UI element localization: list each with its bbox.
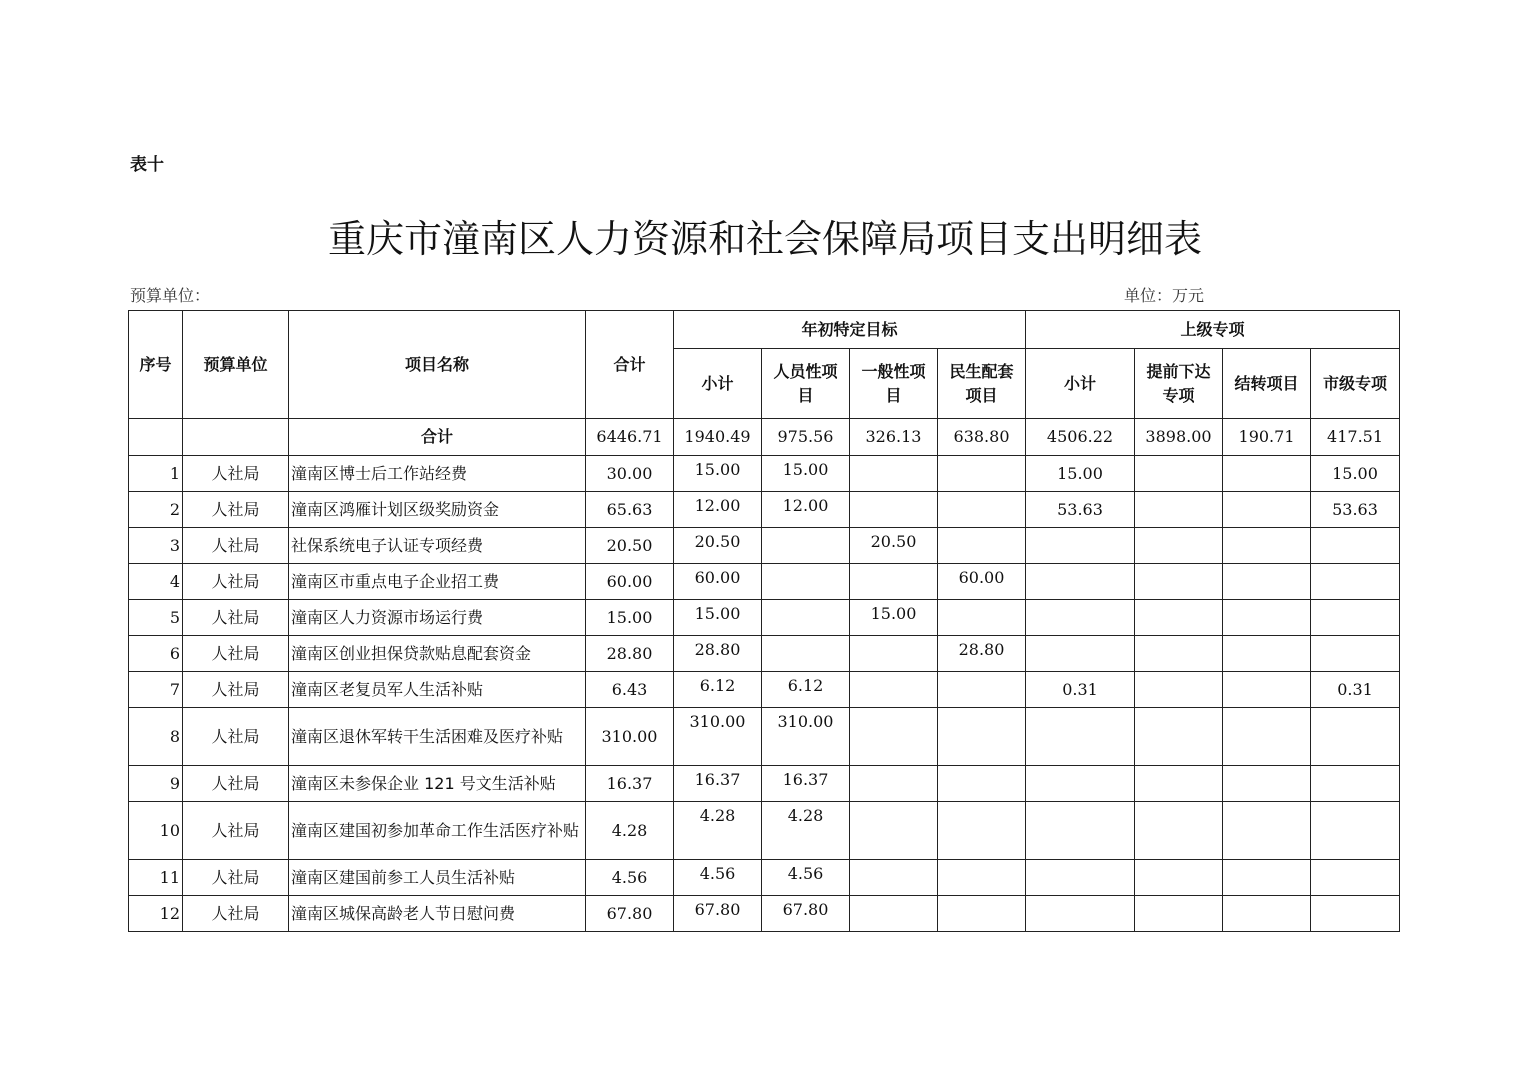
row-city: 53.63	[1311, 492, 1400, 528]
row-advance	[1135, 672, 1223, 708]
row-livelihood	[938, 802, 1026, 860]
row-project-name: 潼南区未参保企业 121 号文生活补贴	[289, 766, 586, 802]
row-unit: 人社局	[183, 672, 289, 708]
row-general	[850, 896, 938, 932]
row-livelihood	[938, 860, 1026, 896]
row-city	[1311, 766, 1400, 802]
row-superior-subtotal	[1026, 600, 1135, 636]
unit-label: 单位：万元	[1124, 286, 1205, 305]
row-general	[850, 860, 938, 896]
row-carryover	[1223, 492, 1311, 528]
row-city	[1311, 708, 1400, 766]
row-carryover	[1223, 636, 1311, 672]
row-initial-subtotal: 6.12	[674, 672, 762, 708]
row-general	[850, 564, 938, 600]
row-superior-subtotal: 0.31	[1026, 672, 1135, 708]
row-personnel	[762, 528, 850, 564]
row-unit: 人社局	[183, 564, 289, 600]
row-unit: 人社局	[183, 896, 289, 932]
row-initial-subtotal: 310.00	[674, 708, 762, 766]
total-cell-livelihood: 638.80	[938, 419, 1026, 456]
row-total: 4.28	[586, 802, 674, 860]
table-row	[129, 896, 1400, 932]
row-advance	[1135, 896, 1223, 932]
row-total: 6.43	[586, 672, 674, 708]
row-city: 0.31	[1311, 672, 1400, 708]
total-cell-city: 417.51	[1311, 419, 1400, 456]
row-unit: 人社局	[183, 708, 289, 766]
row-advance	[1135, 708, 1223, 766]
table-row	[129, 564, 1400, 600]
row-unit: 人社局	[183, 636, 289, 672]
row-personnel	[762, 564, 850, 600]
row-project-name: 潼南区鸿雁计划区级奖励资金	[289, 492, 586, 528]
row-index: 5	[129, 600, 183, 636]
total-cell-personnel: 975.56	[762, 419, 850, 456]
row-index: 9	[129, 766, 183, 802]
row-total: 16.37	[586, 766, 674, 802]
row-superior-subtotal	[1026, 802, 1135, 860]
row-project-name: 潼南区建国初参加革命工作生活医疗补贴	[289, 802, 586, 860]
row-city	[1311, 636, 1400, 672]
table-row	[129, 860, 1400, 896]
row-city	[1311, 528, 1400, 564]
budget-table	[128, 310, 1400, 932]
row-livelihood	[938, 708, 1026, 766]
header-personnel: 人员性项目	[762, 349, 850, 419]
row-superior-subtotal: 15.00	[1026, 456, 1135, 492]
table-row	[129, 802, 1400, 860]
row-general	[850, 492, 938, 528]
total-row	[129, 419, 1400, 456]
row-general: 15.00	[850, 600, 938, 636]
row-total: 28.80	[586, 636, 674, 672]
header-index: 序号	[129, 311, 183, 419]
row-initial-subtotal: 16.37	[674, 766, 762, 802]
row-advance	[1135, 766, 1223, 802]
row-personnel: 4.28	[762, 802, 850, 860]
row-personnel: 16.37	[762, 766, 850, 802]
total-cell-advance: 3898.00	[1135, 419, 1223, 456]
row-carryover	[1223, 456, 1311, 492]
row-advance	[1135, 492, 1223, 528]
row-superior-subtotal	[1026, 708, 1135, 766]
table-row	[129, 528, 1400, 564]
row-personnel: 15.00	[762, 456, 850, 492]
row-personnel: 310.00	[762, 708, 850, 766]
row-superior-subtotal	[1026, 528, 1135, 564]
row-advance	[1135, 860, 1223, 896]
row-general: 20.50	[850, 528, 938, 564]
table-row	[129, 456, 1400, 492]
total-cell-unit	[183, 419, 289, 456]
row-total: 60.00	[586, 564, 674, 600]
row-unit: 人社局	[183, 456, 289, 492]
row-advance	[1135, 456, 1223, 492]
row-carryover	[1223, 564, 1311, 600]
row-index: 10	[129, 802, 183, 860]
row-index: 8	[129, 708, 183, 766]
total-cell-initial-subtotal: 1940.49	[674, 419, 762, 456]
row-livelihood: 60.00	[938, 564, 1026, 600]
row-livelihood	[938, 896, 1026, 932]
row-initial-subtotal: 67.80	[674, 896, 762, 932]
row-general	[850, 456, 938, 492]
row-general	[850, 766, 938, 802]
table-row	[129, 708, 1400, 766]
row-index: 1	[129, 456, 183, 492]
row-superior-subtotal	[1026, 636, 1135, 672]
row-superior-subtotal	[1026, 896, 1135, 932]
row-livelihood: 28.80	[938, 636, 1026, 672]
header-livelihood: 民生配套项目	[938, 349, 1026, 419]
table-label: 表十	[130, 155, 164, 175]
row-initial-subtotal: 15.00	[674, 600, 762, 636]
row-advance	[1135, 528, 1223, 564]
header-total: 合计	[586, 311, 674, 419]
row-total: 15.00	[586, 600, 674, 636]
row-unit: 人社局	[183, 766, 289, 802]
row-livelihood	[938, 528, 1026, 564]
header-group-superior: 上级专项	[1026, 311, 1400, 349]
row-project-name: 潼南区建国前参工人员生活补贴	[289, 860, 586, 896]
header-superior-subtotal: 小计	[1026, 349, 1135, 419]
row-carryover	[1223, 672, 1311, 708]
row-project-name: 潼南区退休军转干生活困难及医疗补贴	[289, 708, 586, 766]
row-general	[850, 708, 938, 766]
row-total: 65.63	[586, 492, 674, 528]
row-livelihood	[938, 600, 1026, 636]
row-project-name: 社保系统电子认证专项经费	[289, 528, 586, 564]
row-total: 30.00	[586, 456, 674, 492]
row-personnel: 4.56	[762, 860, 850, 896]
row-unit: 人社局	[183, 600, 289, 636]
row-project-name: 潼南区城保高龄老人节日慰问费	[289, 896, 586, 932]
total-cell-total: 6446.71	[586, 419, 674, 456]
row-superior-subtotal	[1026, 766, 1135, 802]
row-livelihood	[938, 492, 1026, 528]
header-initial-subtotal: 小计	[674, 349, 762, 419]
row-advance	[1135, 636, 1223, 672]
row-carryover	[1223, 802, 1311, 860]
row-personnel: 12.00	[762, 492, 850, 528]
row-personnel: 67.80	[762, 896, 850, 932]
header-unit: 预算单位	[183, 311, 289, 419]
budget-unit-label: 预算单位：	[130, 286, 211, 305]
row-livelihood	[938, 672, 1026, 708]
row-unit: 人社局	[183, 528, 289, 564]
row-personnel	[762, 600, 850, 636]
row-project-name: 潼南区市重点电子企业招工费	[289, 564, 586, 600]
row-unit: 人社局	[183, 802, 289, 860]
row-initial-subtotal: 4.28	[674, 802, 762, 860]
row-city	[1311, 564, 1400, 600]
row-index: 6	[129, 636, 183, 672]
table-row	[129, 766, 1400, 802]
row-advance	[1135, 564, 1223, 600]
header-project: 项目名称	[289, 311, 586, 419]
total-label: 合计	[289, 419, 586, 456]
row-index: 11	[129, 860, 183, 896]
row-index: 4	[129, 564, 183, 600]
row-carryover	[1223, 766, 1311, 802]
total-cell-carryover: 190.71	[1223, 419, 1311, 456]
page-title: 重庆市潼南区人力资源和社会保障局项目支出明细表	[327, 217, 1202, 261]
row-index: 2	[129, 492, 183, 528]
table-row	[129, 636, 1400, 672]
row-city	[1311, 860, 1400, 896]
row-project-name: 潼南区老复员军人生活补贴	[289, 672, 586, 708]
row-city	[1311, 802, 1400, 860]
row-livelihood	[938, 456, 1026, 492]
row-carryover	[1223, 708, 1311, 766]
row-initial-subtotal: 20.50	[674, 528, 762, 564]
row-initial-subtotal: 12.00	[674, 492, 762, 528]
row-advance	[1135, 802, 1223, 860]
row-project-name: 潼南区博士后工作站经费	[289, 456, 586, 492]
row-total: 4.56	[586, 860, 674, 896]
row-superior-subtotal: 53.63	[1026, 492, 1135, 528]
row-initial-subtotal: 60.00	[674, 564, 762, 600]
row-city	[1311, 600, 1400, 636]
row-superior-subtotal	[1026, 860, 1135, 896]
row-carryover	[1223, 860, 1311, 896]
row-superior-subtotal	[1026, 564, 1135, 600]
table-row	[129, 492, 1400, 528]
row-total: 20.50	[586, 528, 674, 564]
total-cell-index	[129, 419, 183, 456]
row-index: 12	[129, 896, 183, 932]
header-general: 一般性项目	[850, 349, 938, 419]
row-personnel	[762, 636, 850, 672]
row-initial-subtotal: 28.80	[674, 636, 762, 672]
row-index: 3	[129, 528, 183, 564]
row-general	[850, 802, 938, 860]
row-project-name: 潼南区创业担保贷款贴息配套资金	[289, 636, 586, 672]
row-unit: 人社局	[183, 492, 289, 528]
row-carryover	[1223, 600, 1311, 636]
row-project-name: 潼南区人力资源市场运行费	[289, 600, 586, 636]
total-cell-superior-subtotal: 4506.22	[1026, 419, 1135, 456]
row-carryover	[1223, 528, 1311, 564]
header-carryover: 结转项目	[1223, 349, 1311, 419]
table-row	[129, 600, 1400, 636]
row-city: 15.00	[1311, 456, 1400, 492]
row-livelihood	[938, 766, 1026, 802]
total-cell-general: 326.13	[850, 419, 938, 456]
row-total: 67.80	[586, 896, 674, 932]
row-initial-subtotal: 15.00	[674, 456, 762, 492]
row-index: 7	[129, 672, 183, 708]
row-unit: 人社局	[183, 860, 289, 896]
header-group-initial: 年初特定目标	[674, 311, 1026, 349]
row-personnel: 6.12	[762, 672, 850, 708]
row-initial-subtotal: 4.56	[674, 860, 762, 896]
row-carryover	[1223, 896, 1311, 932]
table-row	[129, 672, 1400, 708]
row-general	[850, 672, 938, 708]
header-advance: 提前下达专项	[1135, 349, 1223, 419]
row-general	[850, 636, 938, 672]
row-total: 310.00	[586, 708, 674, 766]
header-city: 市级专项	[1311, 349, 1400, 419]
row-advance	[1135, 600, 1223, 636]
row-city	[1311, 896, 1400, 932]
